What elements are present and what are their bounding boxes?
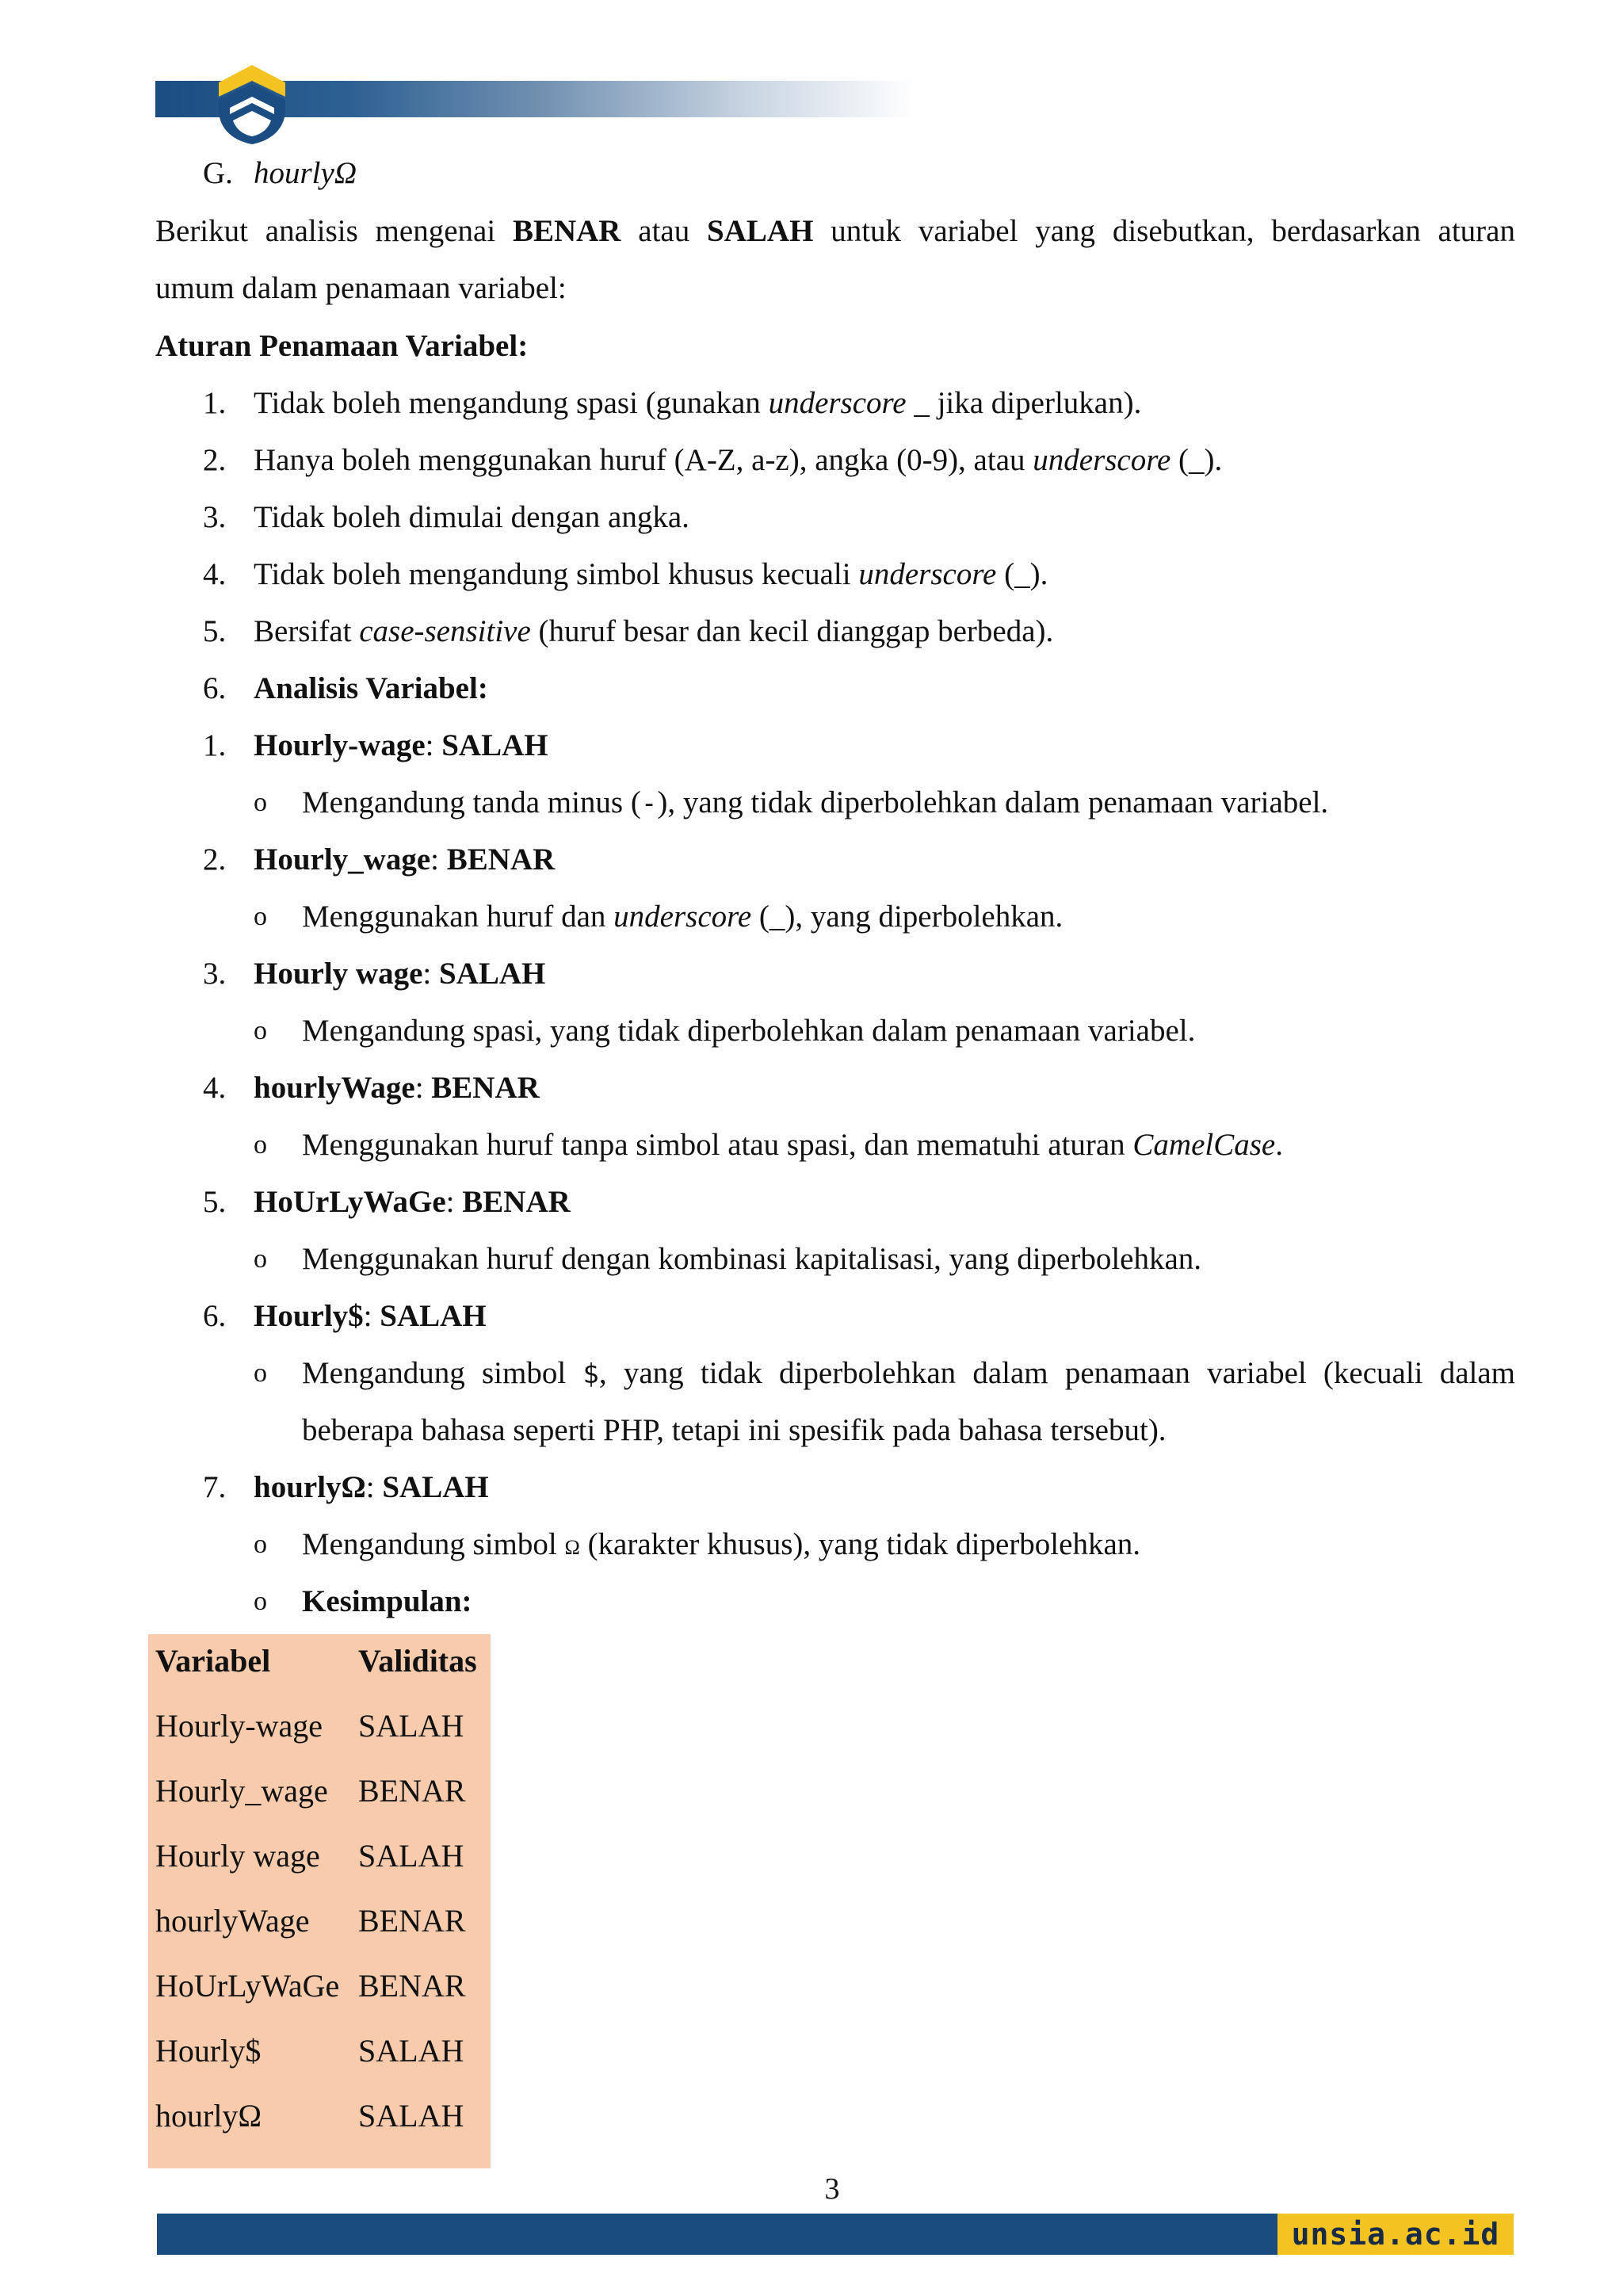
rule-number: 1. (203, 386, 227, 420)
table-cell-variable: hourlyWage (155, 1903, 310, 1939)
analysis-note: Mengandung simbol $, yang tidak diperbolehkan dalam penamaan variabel (kecuali dalam (302, 1356, 1516, 1390)
table-cell-variable: Hourly wage (155, 1838, 320, 1874)
table-header-variabel: Variabel (155, 1643, 271, 1679)
analysis-number: 2. (203, 842, 227, 877)
table-cell-validity: SALAH (358, 2033, 464, 2069)
table-cell-validity: SALAH (358, 2098, 464, 2134)
analysis-item: Hourly_wage: BENAR (254, 842, 556, 877)
analysis-note: Menggunakan huruf dan underscore (_), yang diperbolehkan. (302, 900, 1064, 934)
intro-paragraph-line-1: Berikut analisis mengenai BENAR atau SALAH untuk variabel yang disebutkan, berdasarkan aturan (155, 214, 1515, 248)
rule-text: Tidak boleh dimulai dengan angka. (254, 500, 689, 534)
analysis-note: Mengandung simbol Ω (karakter khusus), yang tidak diperbolehkan. (302, 1527, 1141, 1561)
rule-number: 2. (203, 443, 227, 477)
table-header-validitas: Validitas (358, 1643, 477, 1679)
table-cell-validity: BENAR (358, 1773, 466, 1809)
table-cell-validity: BENAR (358, 1968, 466, 2004)
bullet-marker: o (254, 788, 267, 817)
analysis-heading: Analisis Variabel: (254, 671, 488, 705)
table-cell-variable: hourlyΩ (155, 2098, 262, 2134)
rules-heading: Aturan Penamaan Variabel: (155, 329, 529, 363)
analysis-number: 4. (203, 1071, 227, 1105)
rule-text: Hanya boleh menggunakan huruf (A-Z, a-z), angka (0-9), atau underscore (_). (254, 443, 1223, 477)
analysis-item: HoUrLyWaGe: BENAR (254, 1185, 571, 1219)
bullet-marker: o (254, 1244, 267, 1274)
analysis-number: 1. (203, 728, 227, 762)
conclusion-label: Kesimpulan: (302, 1584, 472, 1618)
analysis-item: hourlyWage: BENAR (254, 1071, 540, 1105)
university-shield-logo-icon (212, 62, 292, 147)
bullet-marker: o (254, 902, 267, 931)
item-letter: G. (203, 156, 233, 190)
analysis-note: Mengandung spasi, yang tidak diperbolehkan dalam penamaan variabel. (302, 1014, 1196, 1048)
table-cell-variable: Hourly$ (155, 2033, 262, 2069)
analysis-number: 3. (203, 957, 227, 991)
page-number: 3 (824, 2172, 840, 2206)
footer-site-link[interactable]: unsia.ac.id (1277, 2214, 1514, 2255)
bullet-marker: o (254, 1130, 267, 1159)
analysis-item: Hourly-wage: SALAH (254, 728, 548, 762)
table-cell-variable: Hourly_wage (155, 1773, 328, 1809)
analysis-note-continued: beberapa bahasa seperti PHP, tetapi ini spesifik pada bahasa tersebut). (302, 1413, 1167, 1447)
table-cell-validity: SALAH (358, 1708, 464, 1744)
analysis-item: Hourly$: SALAH (254, 1299, 487, 1333)
analysis-number: 6. (203, 1299, 227, 1333)
analysis-note: Mengandung tanda minus (-), yang tidak diperbolehkan dalam penamaan variabel. (302, 785, 1329, 819)
rule-number: 4. (203, 557, 227, 591)
analysis-item: hourlyΩ: SALAH (254, 1470, 489, 1504)
rule-text: Bersifat case-sensitive (huruf besar dan kecil dianggap berbeda). (254, 614, 1054, 648)
table-cell-validity: SALAH (358, 1838, 464, 1874)
table-cell-validity: BENAR (358, 1903, 466, 1939)
bullet-marker: o (254, 1530, 267, 1559)
analysis-note: Menggunakan huruf dengan kombinasi kapitalisasi, yang diperbolehkan. (302, 1242, 1202, 1276)
analysis-number: 7. (203, 1470, 227, 1504)
item-g-text: hourlyΩ (254, 156, 357, 190)
rule-number: 6. (203, 671, 227, 705)
summary-table (148, 1634, 491, 2168)
table-cell-variable: HoUrLyWaGe (155, 1968, 340, 2004)
rule-number: 5. (203, 614, 227, 648)
bullet-marker: o (254, 1587, 267, 1616)
rule-text: Tidak boleh mengandung spasi (gunakan underscore _ jika diperlukan). (254, 386, 1142, 420)
bullet-marker: o (254, 1358, 267, 1388)
rule-text: Tidak boleh mengandung simbol khusus kecuali underscore (_). (254, 557, 1048, 591)
analysis-note: Menggunakan huruf tanpa simbol atau spasi, dan mematuhi aturan CamelCase. (302, 1128, 1283, 1162)
bullet-marker: o (254, 1016, 267, 1045)
intro-paragraph-line-2: umum dalam penamaan variabel: (155, 271, 567, 305)
analysis-item: Hourly wage: SALAH (254, 957, 546, 991)
analysis-number: 5. (203, 1185, 227, 1219)
table-cell-variable: Hourly-wage (155, 1708, 323, 1744)
rule-number: 3. (203, 500, 227, 534)
